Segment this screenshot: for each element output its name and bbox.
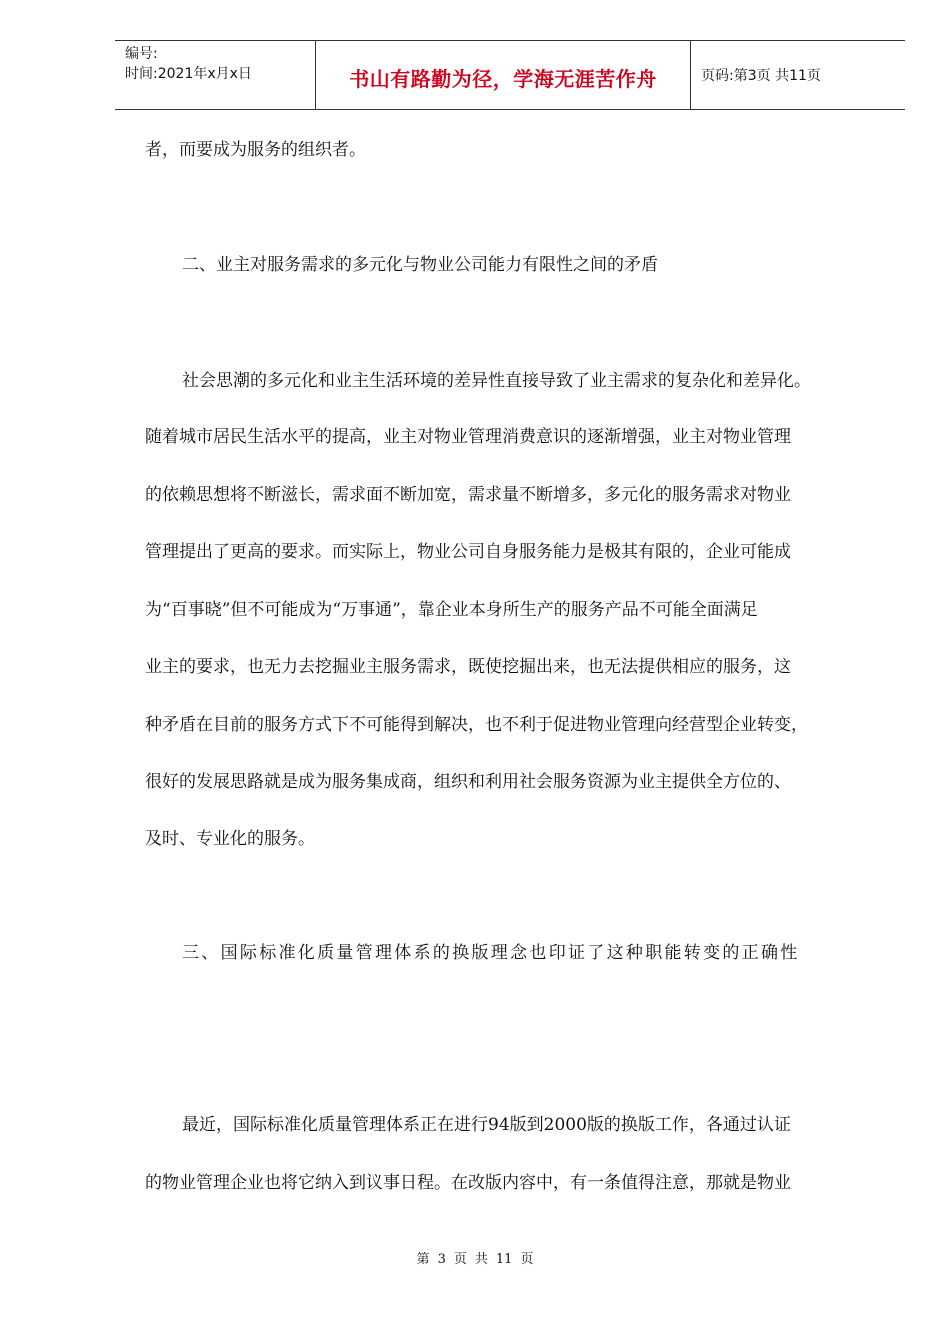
body-line: 随着城市居民生活水平的提高，业主对物业管理消费意识的逐渐增强，业主对物业管理: [145, 427, 791, 447]
header-page-cell: [691, 41, 905, 109]
header-page-info: 页码:第3页 共11页: [701, 68, 821, 84]
footer-text: 共: [474, 1252, 488, 1267]
header-motto: 书山有路勤为径，学海无涯苦作舟: [349, 67, 657, 91]
footer-text: 页: [520, 1252, 534, 1267]
page-header: [115, 40, 905, 110]
footer-page-number: 3: [437, 1252, 446, 1267]
body-line: 最近，国际标准化质量管理体系正在进行94版到2000版的换版工作，各通过认证: [182, 1115, 791, 1135]
body-line: 很好的发展思路就是成为服务集成商，组织和利用社会服务资源为业主提供全方位的、: [145, 772, 791, 792]
header-motto-cell: [315, 41, 691, 109]
document-time-label: 时间:2021年x月x日: [125, 66, 252, 82]
body-line: 的依赖思想将不断滋长，需求面不断加宽，需求量不断增多，多元化的服务需求对物业: [145, 485, 791, 505]
document-code-label: 编号:: [125, 46, 158, 62]
body-line: 社会思潮的多元化和业主生活环境的差异性直接导致了业主需求的复杂化和差异化。: [182, 371, 811, 391]
footer-text: 第: [416, 1252, 430, 1267]
body-line: 业主的要求，也无力去挖掘业主服务需求，既使挖掘出来，也无法提供相应的服务，这: [145, 657, 791, 677]
body-line: 种矛盾在目前的服务方式下不可能得到解决，也不利于促进物业管理向经营型企业转变，: [145, 715, 808, 735]
body-line: 管理提出了更高的要求。而实际上，物业公司自身服务能力是极其有限的，企业可能成: [145, 542, 791, 562]
body-line: 及时、专业化的服务。: [145, 829, 315, 849]
page-footer: [0, 1248, 950, 1267]
section-heading-3: 三、国际标准化质量管理体系的换版理念也印证了这种职能转变的正确性: [182, 943, 800, 963]
body-line: 者，而要成为服务的组织者。: [145, 140, 366, 160]
footer-page-total: 11: [495, 1252, 513, 1267]
section-heading-2: 二、业主对服务需求的多元化与物业公司能力有限性之间的矛盾: [182, 255, 658, 275]
body-line: 为“百事晓”但不可能成为“万事通”，靠企业本身所生产的服务产品不可能全面满足: [145, 600, 758, 620]
header-meta-cell: [115, 41, 315, 109]
footer-text: 页: [453, 1252, 467, 1267]
body-line: 的物业管理企业也将它纳入到议事日程。在改版内容中，有一条值得注意，那就是物业: [145, 1173, 791, 1193]
